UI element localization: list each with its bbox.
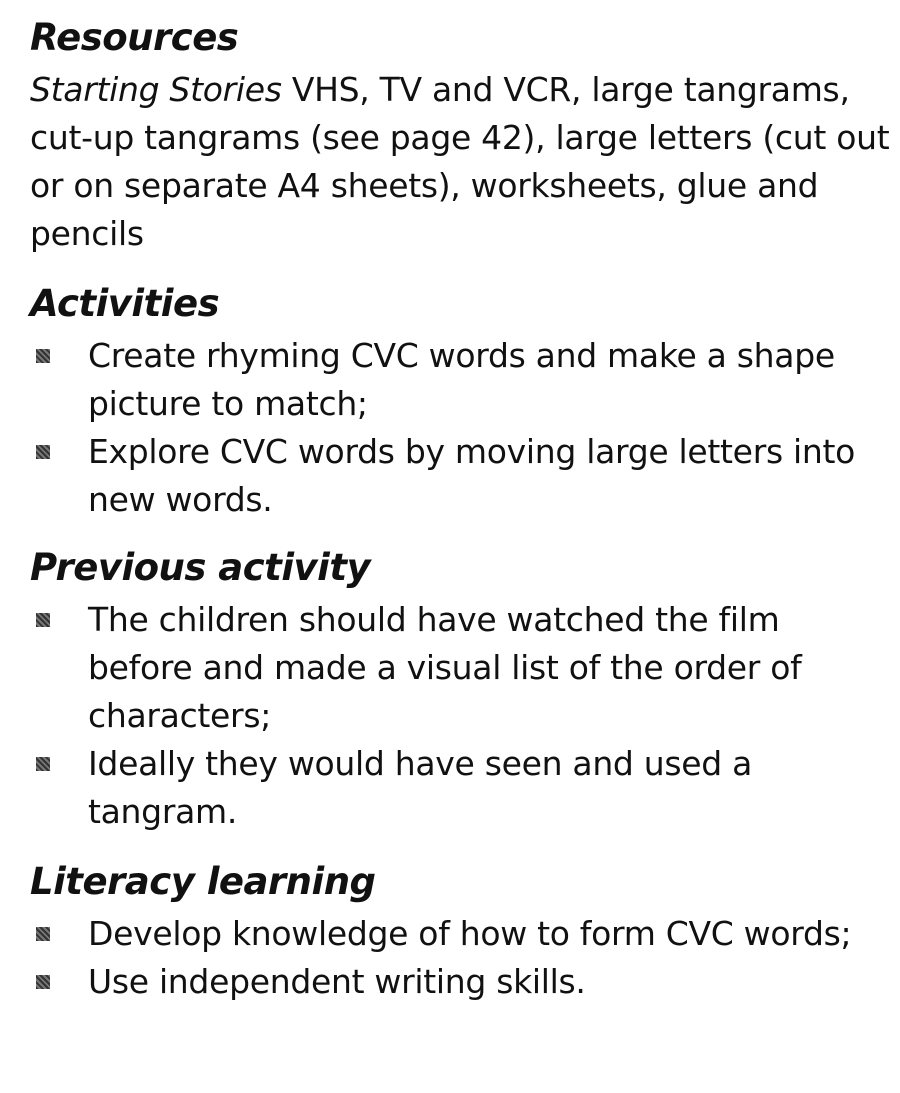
literacy-learning-section [30,858,890,1006]
square-bullet-icon [36,927,50,941]
square-bullet-icon [36,757,50,771]
square-bullet-icon [36,445,50,459]
list-item-text: Explore CVC words by moving large letters into new words. [88,432,856,519]
list-item-text: The children should have watched the film before and made a visual list of the order of characters; [88,600,802,735]
previous-activity-heading: Previous activity [30,546,371,589]
list-item-text: Ideally they would have seen and used a tangram. [88,744,753,831]
resources-text [30,66,890,258]
list-item [30,958,890,1006]
list-item-text: Create rhyming CVC words and make a shape picture to match; [88,336,835,423]
square-bullet-icon [36,349,50,363]
list-item-text: Develop knowledge of how to form CVC words; [88,914,852,953]
literacy-learning-heading: Literacy learning [30,860,376,903]
previous-activity-list [30,596,890,836]
activities-heading: Activities [30,282,220,325]
square-bullet-icon [36,975,50,989]
previous-activity-section [30,544,890,836]
list-item [30,428,890,524]
document-page [30,14,890,1006]
list-item [30,332,890,428]
list-item [30,910,890,958]
literacy-learning-list [30,910,890,1006]
square-bullet-icon [36,613,50,627]
activities-list [30,332,890,524]
resources-heading: Resources [30,16,239,59]
activities-section [30,280,890,524]
resources-title-italic: Starting Stories [30,70,282,109]
resources-list-text: VHS, TV and VCR, large tangrams, cut-up tangrams (see page 42), large letters (cut out or on separate A4 sheets), worksheets, glue and pencils [30,70,890,253]
list-item [30,740,890,836]
resources-section [30,14,890,258]
list-item [30,596,890,740]
list-item-text: Use independent writing skills. [88,962,586,1001]
